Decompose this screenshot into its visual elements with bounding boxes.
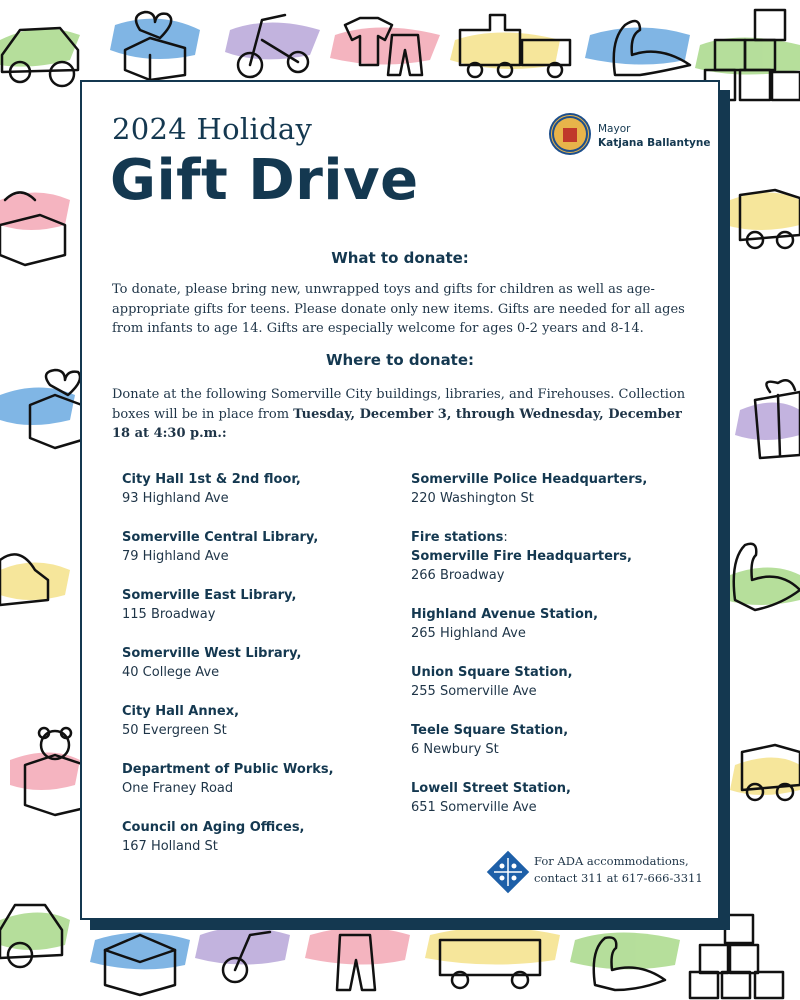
location-address: 220 Washington St: [411, 491, 534, 506]
location-item: [411, 721, 701, 759]
fire-stations-label: Fire stations: [411, 530, 504, 545]
location-name: Somerville Police Headquarters,: [411, 472, 648, 487]
location-address: 266 Broadway: [411, 568, 505, 583]
location-name: Department of Public Works,: [122, 762, 334, 777]
year-heading: 2024 Holiday: [112, 112, 313, 146]
fire-stations-group: [411, 528, 701, 585]
brush-purple: [195, 928, 290, 965]
location-item: [411, 470, 701, 508]
brush-green: [0, 29, 80, 67]
location-name: Somerville East Library,: [122, 588, 297, 603]
fire-stations-colon: :: [503, 530, 508, 545]
location-item: [411, 779, 701, 817]
location-item: [411, 663, 701, 701]
brush-yellow: [725, 193, 800, 231]
location-address: 167 Holland St: [122, 839, 218, 854]
mayor-label: Mayor: [598, 123, 631, 135]
ada-line-1: For ADA accommodations,: [534, 854, 689, 868]
location-address: 115 Broadway: [122, 607, 216, 622]
location-name: Lowell Street Station,: [411, 781, 571, 796]
location-address: 50 Evergreen St: [122, 723, 227, 738]
brush-pink: [0, 193, 70, 231]
location-address: 40 College Ave: [122, 665, 220, 680]
location-address: 255 Somerville Ave: [411, 684, 537, 699]
mayor-name: Katjana Ballantyne: [598, 137, 711, 149]
where-to-donate-text: [112, 385, 692, 444]
brush-pink: [330, 28, 440, 65]
location-name: Somerville Fire Headquarters,: [411, 549, 632, 564]
location-item: [122, 818, 412, 856]
location-address: 265 Highland Ave: [411, 626, 526, 641]
what-to-donate-heading: What to donate:: [331, 249, 469, 267]
location-item: [122, 586, 412, 624]
location-item: [122, 470, 412, 508]
location-address: 6 Newbury St: [411, 742, 499, 757]
brush-purple: [225, 23, 320, 60]
location-name: City Hall Annex,: [122, 704, 240, 719]
location-address: One Franey Road: [122, 781, 234, 796]
collection-dates: Tuesday, December 3, through Wednesday, December 18 at 4:30 p.m.:: [112, 406, 682, 441]
locations-right-column: [411, 470, 701, 837]
location-name: Somerville West Library,: [122, 646, 302, 661]
location-item: [122, 702, 412, 740]
location-item: [122, 528, 412, 566]
location-address: 79 Highland Ave: [122, 549, 229, 564]
brush-pink: [305, 928, 410, 965]
fire-stations-label-line: [411, 528, 701, 547]
city-seal-icon: [548, 112, 592, 156]
what-to-donate-text: To donate, please bring new, unwrapped toys and gifts for children as well as age-appropriate gifts for teens. Please donate only new items. Gifts are needed for all ages from infants to age 14. Gifts are especially welcome for ages 0-2 years and 8-14.: [112, 282, 685, 336]
ada-notice: [534, 853, 703, 887]
location-name: Council on Aging Offices,: [122, 820, 305, 835]
brush-green: [0, 913, 70, 951]
mayor-credit: [598, 122, 710, 150]
location-item: [122, 760, 412, 798]
flyer-card: [80, 80, 720, 920]
location-address: 93 Highland Ave: [122, 491, 229, 506]
brush-yellow: [730, 758, 800, 796]
page-title: Gift Drive: [110, 148, 419, 213]
location-address: 651 Somerville Ave: [411, 800, 537, 815]
accessibility-icon: [486, 850, 530, 894]
location-item: [411, 605, 701, 643]
locations-left-column: [122, 470, 412, 876]
location-item: [122, 644, 412, 682]
brush-green: [570, 933, 680, 970]
brush-purple: [735, 403, 800, 441]
location-name: Somerville Central Library,: [122, 530, 319, 545]
location-name: Highland Avenue Station,: [411, 607, 599, 622]
where-intro: Donate at the following Somerville City buildings, libraries, and Firehouses. Collection boxes will be in place from: [112, 387, 686, 422]
location-name: Union Square Station,: [411, 665, 573, 680]
ada-line-2: contact 311 at 617-666-3311: [534, 871, 703, 885]
where-to-donate-heading: Where to donate:: [325, 351, 475, 369]
location-name: Teele Square Station,: [411, 723, 569, 738]
location-name: City Hall 1st & 2nd floor,: [122, 472, 301, 487]
